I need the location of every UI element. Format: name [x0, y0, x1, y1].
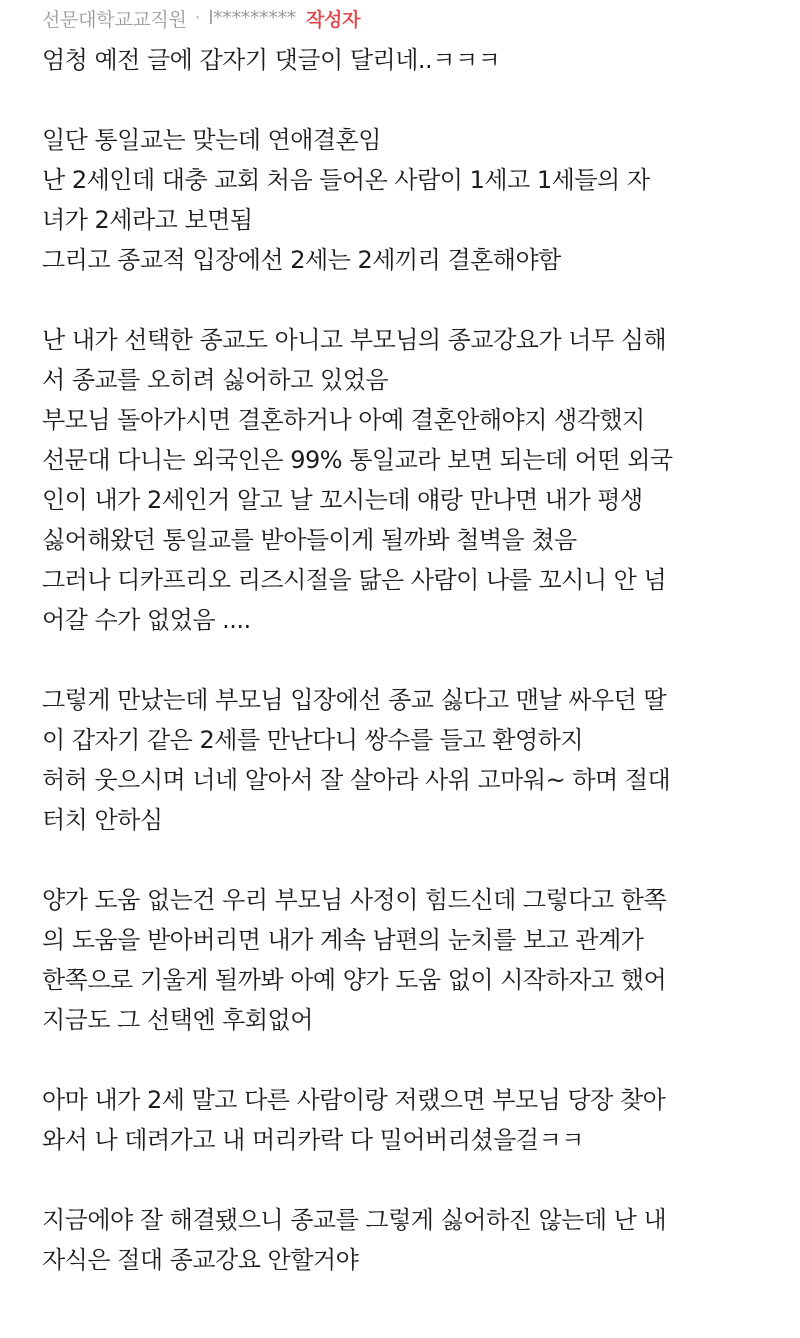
comment-line: 한쪽으로 기울게 될까봐 아예 양가 도움 없이 시작하자고 했어: [42, 966, 667, 994]
comment-line: 싫어해왔던 통일교를 받아들이게 될까봐 철벽을 쳤음: [42, 526, 577, 554]
comment-line: 그렇게 만났는데 부모님 입장에선 종교 싫다고 맨날 싸우던 딸: [42, 686, 667, 714]
comment-meta: [42, 2, 360, 34]
comment-line: 지금도 그 선택엔 후회없어: [42, 1006, 313, 1034]
comment-line: 선문대 다니는 외국인은 99% 통일교라 보면 되는데 어떤 외국: [42, 446, 673, 474]
comment-body: [42, 40, 772, 1280]
comment-paragraph: [42, 680, 772, 840]
author-badge: 작성자: [305, 8, 361, 31]
paragraph-gap: [42, 1160, 772, 1200]
comment-line: 녀가 2세라고 보면됨: [42, 206, 253, 234]
comment-paragraph: [42, 320, 772, 640]
comment-line: 어갈 수가 없었음 ....: [42, 606, 251, 634]
meta-separator: ·: [194, 7, 201, 29]
comment-line: 일단 통일교는 맞는데 연애결혼임: [42, 126, 381, 154]
author-school[interactable]: 선문대학교교직원: [42, 8, 187, 31]
comment-paragraph: [42, 40, 772, 80]
paragraph-gap: [42, 80, 772, 120]
comment-line: 그러나 디카프리오 리즈시절을 닮은 사람이 나를 꼬시니 안 넘: [42, 566, 667, 594]
comment-line: 인이 내가 2세인거 알고 날 꼬시는데 얘랑 만나면 내가 평생: [42, 486, 643, 514]
comment-paragraph: [42, 1080, 772, 1160]
comment-line: 지금에야 잘 해결됐으니 종교를 그렇게 싫어하진 않는데 난 내: [42, 1206, 667, 1234]
comment-line: 이 갑자기 같은 2세를 만난다니 쌍수를 들고 환영하지: [42, 726, 584, 754]
comment-line: 자식은 절대 종교강요 안할거야: [42, 1246, 359, 1274]
paragraph-gap: [42, 840, 772, 880]
comment-paragraph: [42, 120, 772, 280]
comment-line: 그리고 종교적 입장에선 2세는 2세끼리 결혼해야함: [42, 246, 561, 274]
comment-line: 서 종교를 오히려 싫어하고 있었음: [42, 366, 389, 394]
comment-line: 난 내가 선택한 종교도 아니고 부모님의 종교강요가 너무 심해: [42, 326, 667, 354]
comment-paragraph: [42, 1200, 772, 1280]
author-username[interactable]: l*********: [208, 7, 296, 29]
comment-line: 양가 도움 없는건 우리 부모님 사정이 힘드신데 그렇다고 한쪽: [42, 886, 667, 914]
comment-line: 와서 나 데려가고 내 머리카락 다 밀어버리셨을걸ㅋㅋ: [42, 1126, 584, 1154]
paragraph-gap: [42, 1040, 772, 1080]
comment-line: 의 도움을 받아버리면 내가 계속 남편의 눈치를 보고 관계가: [42, 926, 644, 954]
comment-line: 아마 내가 2세 말고 다른 사람이랑 저랬으면 부모님 당장 찾아: [42, 1086, 666, 1114]
comment-line: 부모님 돌아가시면 결혼하거나 아예 결혼안해야지 생각했지: [42, 406, 645, 434]
comment-paragraph: [42, 880, 772, 1040]
comment-line: 난 2세인데 대충 교회 처음 들어온 사람이 1세고 1세들의 자: [42, 166, 650, 194]
paragraph-gap: [42, 640, 772, 680]
comment-line: 허허 웃으시며 너네 알아서 잘 살아라 사위 고마워~ 하며 절대: [42, 766, 671, 794]
comment-line: 엄청 예전 글에 갑자기 댓글이 달리네..ㅋㅋㅋ: [42, 46, 501, 74]
paragraph-gap: [42, 280, 772, 320]
comment-line: 터치 안하심: [42, 806, 163, 834]
